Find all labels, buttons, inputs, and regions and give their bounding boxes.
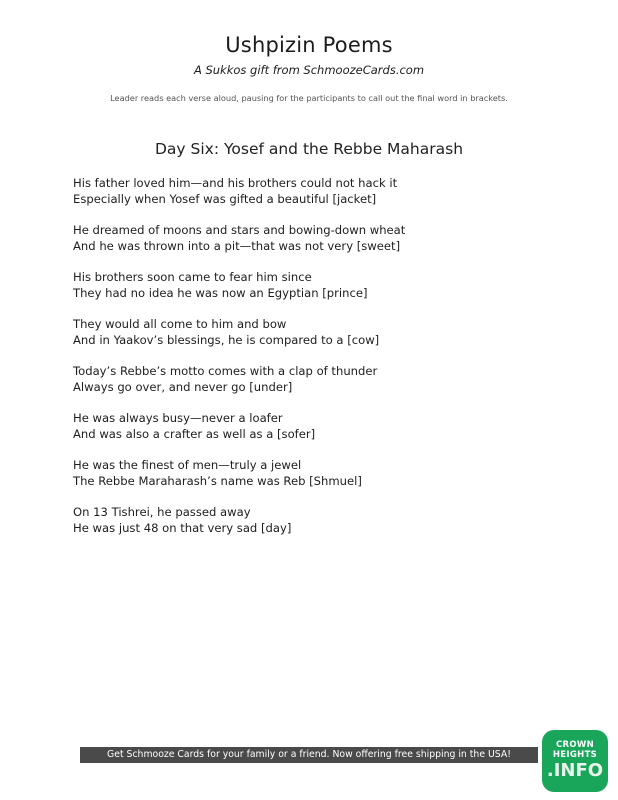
verse [73, 410, 543, 442]
verse [73, 316, 543, 348]
logo-text-line: CROWN [556, 740, 594, 750]
promo-footer-banner[interactable]: Get Schmooze Cards for your family or a friend. Now offering free shipping in the USA! [80, 747, 538, 763]
verse-line: He was just 48 on that very sad [day] [73, 521, 292, 535]
logo-text-line: .INFO [546, 760, 604, 781]
verse-line: Especially when Yosef was gifted a beautiful [jacket] [73, 192, 377, 206]
verse [73, 457, 543, 489]
verse [73, 504, 543, 536]
verse-line: His father loved him—and his brothers could not hack it [73, 176, 398, 190]
verse-line: Today’s Rebbe’s motto comes with a clap of thunder [73, 364, 378, 378]
verse-line: And was also a crafter as well as a [sofer] [73, 427, 316, 441]
instructions-text: Leader reads each verse aloud, pausing for the participants to call out the final word in brackets. [110, 93, 508, 103]
verse-line: He was always busy—never a loafer [73, 411, 283, 425]
verse-line: He was the finest of men—truly a jewel [73, 458, 302, 472]
verse-line: His brothers soon came to fear him since [73, 270, 312, 284]
verse-line: They would all come to him and bow [73, 317, 287, 331]
verse-line: And in Yaakov’s blessings, he is compared to a [cow] [73, 333, 380, 347]
verse [73, 269, 543, 301]
verse-line: They had no idea he was now an Egyptian [prince] [73, 286, 368, 300]
page-subtitle: A Sukkos gift from SchmoozeCards.com [193, 63, 425, 77]
crown-heights-info-logo [542, 730, 608, 792]
verse-line: He dreamed of moons and stars and bowing-down wheat [73, 223, 406, 237]
verse [73, 363, 543, 395]
verse-line: On 13 Tishrei, he passed away [73, 505, 251, 519]
logo-text-line: HEIGHTS [552, 750, 598, 760]
page-title: Ushpizin Poems [225, 33, 393, 57]
verse-line: The Rebbe Maraharash’s name was Reb [Shmuel] [73, 474, 362, 488]
day-heading: Day Six: Yosef and the Rebbe Maharash [154, 140, 464, 158]
verse-line: Always go over, and never go [under] [73, 380, 293, 394]
verse-list [73, 175, 543, 551]
verse [73, 222, 543, 254]
verse-line: And he was thrown into a pit—that was not very [sweet] [73, 239, 401, 253]
verse [73, 175, 543, 207]
